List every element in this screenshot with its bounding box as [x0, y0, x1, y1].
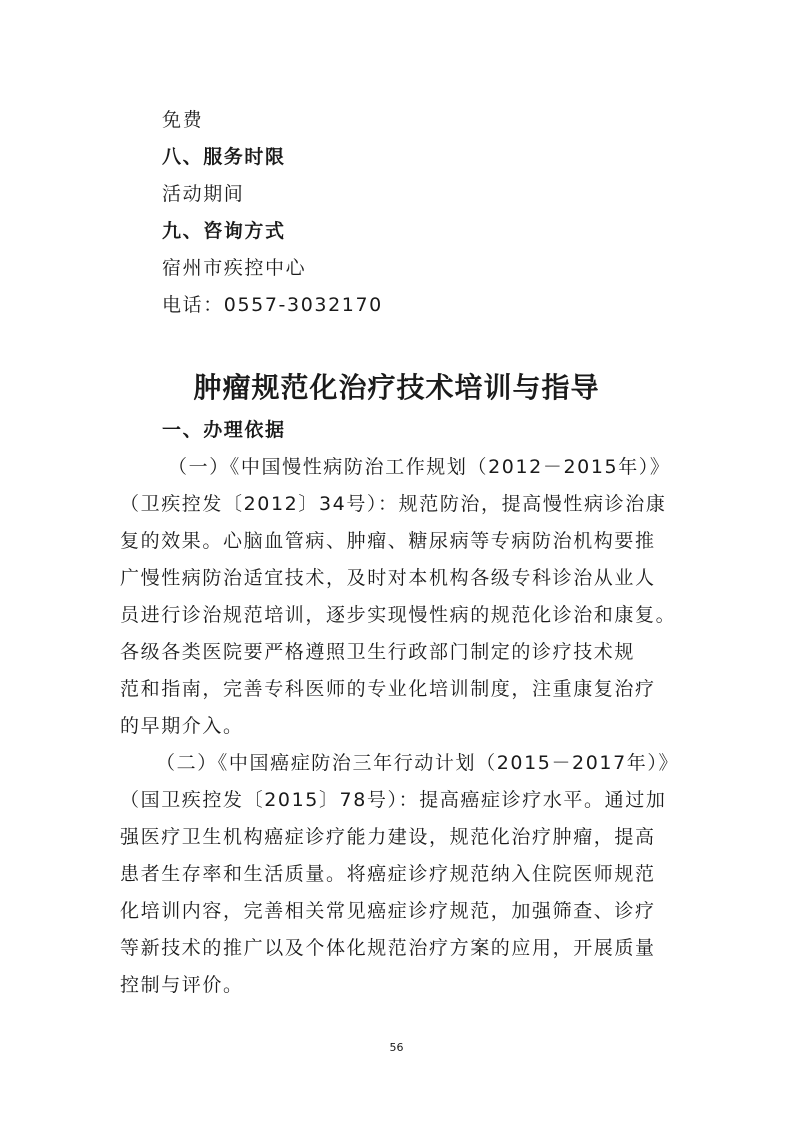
service-period-heading: 八、服务时限 [162, 146, 286, 168]
basis-item-2-line: （国卫疾控发〔2015〕78号）：提高癌症诊疗水平。通过加 [120, 789, 667, 811]
service-period-value: 活动期间 [162, 183, 245, 205]
fee-value: 免费 [162, 109, 204, 131]
consultation-phone: 电话：0557-3032170 [162, 294, 383, 316]
consultation-heading: 九、咨询方式 [162, 220, 286, 242]
basis-item-2-line: 等新技术的推广以及个体化规范治疗方案的应用，开展质量 [120, 937, 656, 959]
basis-item-2-line: 控制与评价。 [120, 974, 244, 996]
basis-item-1-line: 广慢性病防治适宜技术，及时对本机构各级专科诊治从业人 [120, 567, 656, 589]
basis-item-2-line: （二）《中国癌症防治三年行动计划（2015－2017年）》 [156, 752, 680, 774]
basis-item-2-line: 化培训内容，完善相关常见癌症诊疗规范，加强筛查、诊疗 [120, 900, 656, 922]
basis-item-1-line: 的早期介入。 [120, 715, 244, 737]
basis-section [120, 412, 680, 1004]
basis-item-1-line: （一）《中国慢性病防治工作规划（2012－2015年）》 [168, 456, 671, 478]
basis-item-1-line: 员进行诊治规范培训，逐步实现慢性病的规范化诊治和康复。 [120, 604, 677, 626]
consultation-org: 宿州市疾控中心 [162, 257, 307, 279]
basis-item-2-line: 患者生存率和生活质量。将癌症诊疗规范纳入住院医师规范 [120, 863, 656, 885]
basis-item-1-line: 范和指南，完善专科医师的专业化培训制度，注重康复治疗 [120, 678, 656, 700]
basis-heading: 一、办理依据 [162, 419, 286, 441]
basis-item-1-line: （卫疾控发〔2012〕34号）：规范防治，提高慢性病诊治康 [120, 493, 667, 515]
page-number: 56 [389, 1041, 404, 1054]
basis-item-1-line: 复的效果。心脑血管病、肿瘤、糖尿病等专病防治机构要推 [120, 530, 656, 552]
top-section [120, 102, 680, 324]
basis-item-2-line: 强医疗卫生机构癌症诊疗能力建设，规范化治疗肿瘤，提高 [120, 826, 656, 848]
basis-item-1-line: 各级各类医院要严格遵照卫生行政部门制定的诊疗技术规 [120, 641, 636, 663]
document-title: 肿瘤规范化治疗技术培训与指导 [193, 371, 600, 404]
